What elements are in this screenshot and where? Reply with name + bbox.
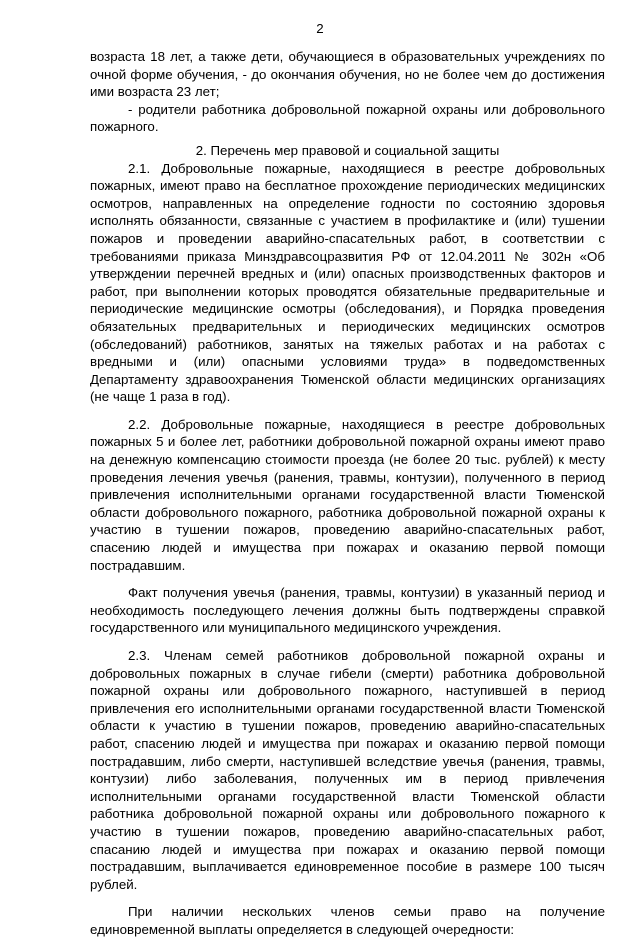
paragraph-age-continuation: возраста 18 лет, а также дети, обучающиеся в образовательных учреждениях по очной форме обучения, - до окончания обучения, но не более чем до достижения ими возраста 23 лет; [90,49,605,100]
paragraph-parents-item: - родители работника добровольной пожарной охраны или добровольного пожарного. [90,101,605,135]
page-number: 2 [316,21,324,36]
paragraph-2-3: 2.3. Членам семей работников добровольной пожарной охраны и добровольных пожарных в случае гибели (смерти) работника добровольной пожарной охраны или добровольного пожарного, наступившей в период привлечения его исполнительными органами государственной власти Тюменской области к участию в тушении пожаров, проведению аварийно-спасательных работ, спасению людей и имущества при пожарах и оказанию первой помощи пострадавшим, либо смерти, наступившей вследствие увечья (ранения, травмы, контузии) либо заболевания, полученных им в период привлечения исполнительными органами государственной власти Тюменской области работника добровольной пожарной охраны или добровольного пожарного к участию в тушении пожаров, проведению аварийно-спасательных работ, спасанию людей и имущества при пожарах и оказанию первой помощи пострадавшим, выплачивается единовременное пособие в размере 100 тысяч рублей. [90,648,605,892]
paragraph-injury-fact: Факт получения увечья (ранения, травмы, контузии) в указанный период и необходимость последующего лечения должны быть подтверждены справкой государственного или муниципального медицинского учреждения. [90,585,605,636]
paragraph-2-2: 2.2. Добровольные пожарные, находящиеся в реестре добровольных пожарных 5 и более лет, работники добровольной пожарной охраны имеют право на денежную компенсацию стоимости проезда (не более 20 тыс. рублей) к месту проведения лечения увечья (ранения, травмы, контузии), полученного в период привлечения исполнительными органами государственной власти Тюменской области добровольного пожарного, работника добровольной пожарной охраны к участию в тушении пожаров, проведению аварийно-спасательных работ, спасению людей и имущества при пожарах и оказанию первой помощи пострадавшим. [90,416,605,573]
document-body [90,48,605,939]
section-title: 2. Перечень мер правовой и социальной защиты [195,142,500,158]
paragraph-family-order: При наличии нескольких членов семьи право на получение единовременной выплаты определяется в следующей очередности: [90,904,605,937]
paragraph-2-1: 2.1. Добровольные пожарные, находящиеся в реестре добровольных пожарных, имеют право на бесплатное прохождение периодических медицинских осмотров, направленных на определение годности по состоянию здоровья исполнять обязанности, связанные с участием в профилактике и (или) тушении пожаров и проведении аварийно-спасательных работ, в соответствии с требованиями приказа Минздравсоцразвития РФ от 12.04.2011 № 302н «Об утверждении перечней вредных и (или) опасных производственных факторов и работ, при выполнении которых проводятся обязательные предварительные и периодические медицинские осмотры (обследования), и Порядка проведения обязательных предварительных и периодических медицинских осмотров (обследований) работников, занятых на тяжелых работах и на работах с вредными и (или) опасными условиями труда» в подведомственных Департаменту здравоохранения Тюменской области медицинских организациях (не чаще 1 раза в год). [90,160,605,405]
